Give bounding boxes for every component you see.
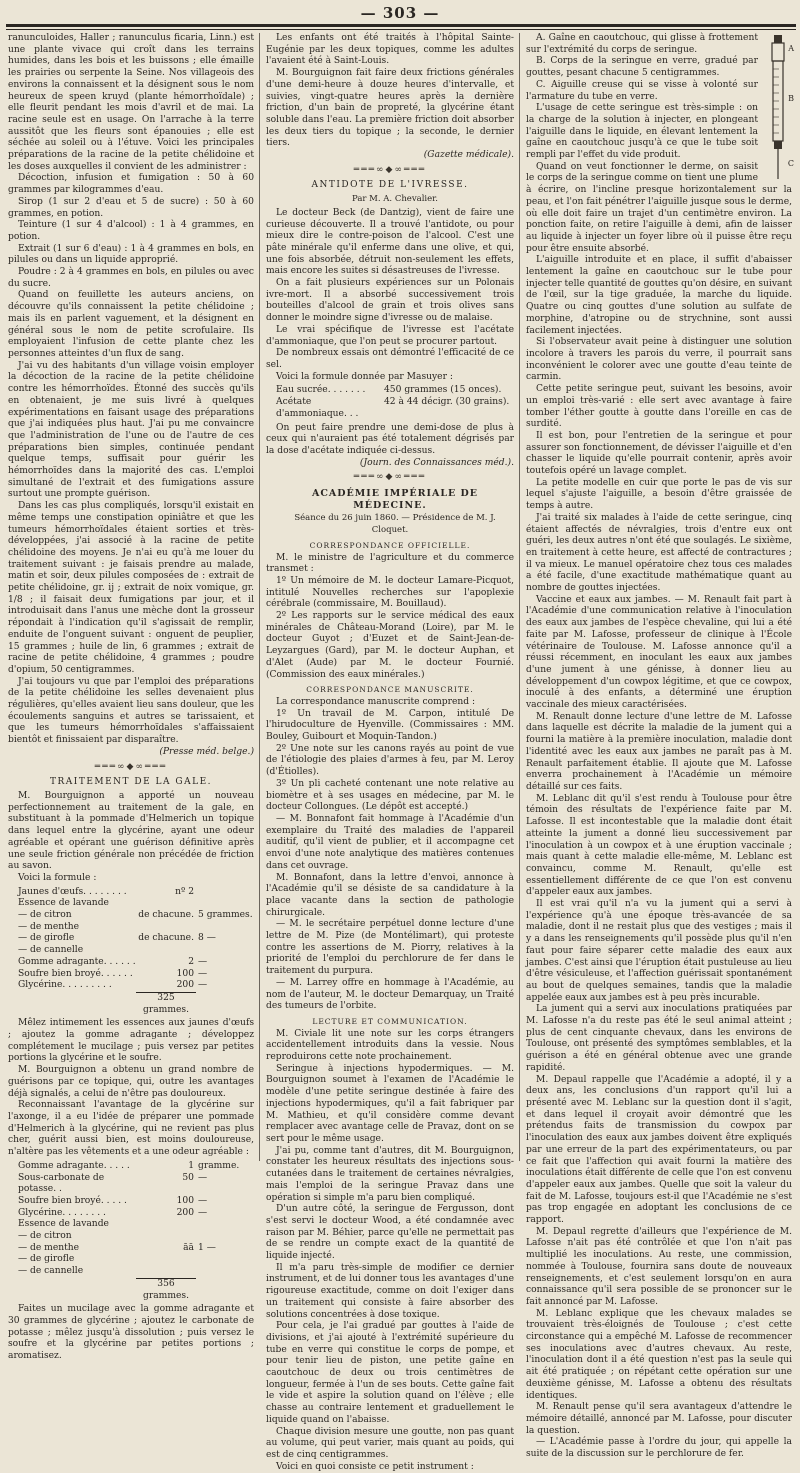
recipe-row: Glycérine. . . . . . . . 200 —: [18, 1207, 208, 1218]
paragraph: ranunculoides, Haller ; ranunculus ficaria, Linn.) est une plante vivace qui croît dans les terrains humides, dans les bois et les buissons ; elle émaille les prairies ou serpente la Seine. Nos villageois des environs la connaissent et la désignent sous le nom heureux de speen kruyd (plante hémorrhoïdale) ; elle fleurit pendant les mois d'avril et de mai. La racine seule est en usage. On l'arrache à la terre aussitôt que les fleurs sont épanouies ; elle est séchée au soleil ou à l'étuve. Voici les principales préparations de la racine de la petite chélidoine et les doses auxquelles il convient de les administrer :: [8, 33, 254, 172]
paragraph: Vaccine et eaux aux jambes. — M. Renault fait part à l'Académie d'une communication relative à l'inoculation des eaux aux jambes de l'espèce chevaline, qui lui a été faite par M. Lafosse, professeur de clinique à l'École vétérinaire de Toulouse. M. Lafosse annonce qu'il a réussi récemment, en inoculant les eaux aux jambes d'une jument à une génisse, à donner lieu au développement d'un cowpox légitime, et que ce cowpox, inoculé à des enfants, a déterminé une éruption vaccinale des mieux caractérisées.: [526, 594, 792, 711]
paragraph: Extrait (1 sur 6 d'eau) : 1 à 4 grammes en bols, en pilules ou dans un liquide approprié.: [8, 243, 254, 266]
source-citation: (Gazette médicale).: [423, 150, 514, 161]
recipe-row: Acétate d'ammoniaque. . . 42 à 44 décigr. (30 grains).: [276, 397, 510, 419]
section-heading: ANTIDOTE DE L'IVRESSE.: [311, 180, 469, 191]
recipe-row: — de cannelle: [18, 1266, 84, 1277]
syringe-figure: [762, 33, 792, 183]
column-3: [526, 33, 794, 1460]
paragraph: Voici la formule :: [18, 872, 97, 883]
paragraph: M. Depaul rappelle que l'Académie a adopté, il y a deux ans, les conclusions d'un rapport qu'il lui a présenté avec M. Leblanc sur la question dont il s'agit, et dans lequel il croyait avoir démontré que les prétendus faits de transmission du cowpox par l'inoculation des eaux aux jambes doivent être expliqués par une erreur de la part des expérimentateurs, ou par ce fait que l'affection qui avait fourni la matière des inoculations était différente de celle que l'on est convenu d'appeler eaux aux jambes. Quelle que soit la valeur du fait de M. Lafosse, toujours est-il que l'Académie ne s'est pas trop engagée en adoptant les conclusions de ce rapport.: [526, 1074, 792, 1226]
paragraph: La jument qui a servi aux inoculations pratiquées par M. Lafosse n'a du reste pas été le seul animal atteint ; plus de cent cinquante chevaux, dans les environs de Toulouse, ont présenté des symptômes semblables, et la guérison a été en général obtenue avec une grande rapidité.: [526, 1004, 792, 1073]
paragraph: Dans les cas plus compliqués, lorsqu'il existait en même temps une constipation opiniâtre et que les tumeurs hémorrhoïdales étaient sorties et très-développées, j'ai associé à la racine de petite chélidoine des moyens. Je n'ai eu qu'à me louer du traitement suivant : je faisais prendre au malade, matin et soir, deux pilules composées de : extrait de petite chélidoine, gr. ij ; extrait de noix vomique, gr. 1/8 ; il faisait deux fumigations par jour, et il introduisait dans l'anus une mèche dont la grosseur répondait à l'indication qu'il s'agissait de remplir, enduite de l'onguent suivant : onguent de peuplier, 15 grammes ; huile de lin, 6 grammes ; extrait de racine de petite chélidoine, 4 grammes ; poudre d'opium, 50 centigrammes.: [8, 501, 254, 675]
recipe-row: — de cannelle: [18, 945, 84, 956]
paragraph: Le vrai spécifique de l'ivresse est l'acétate d'ammoniaque, que l'on peut se procurer partout.: [266, 324, 514, 347]
recipe-row: Jaunes d'œufs. . . . . . . . nº 2: [18, 886, 194, 897]
paragraph: 1º Un travail de M. Carpon, intitulé De l'hirudoculture de Hyenville. (Commissaires : MM. Bouley, Guibourt et Moquin-Tandon.): [266, 708, 514, 743]
column-1: [8, 33, 254, 1362]
recipe-row: Gomme adragante. . . . . 1 gramme.: [18, 1160, 240, 1171]
ornament-divider: ═══∞◆∞═══: [353, 164, 427, 175]
paragraph: Quand on veut fonctionner le derme, on saisit le corps de la seringue comme on tient une plume à écrire, on l'incline presque horizontalement sur la peau, et l'on fait pénétrer l'aiguille jusque sous le derme, où elle doit faire un trajet d'un centimètre environ. La ponction faite, on retire l'aiguille à demi, afin de laisser au liquide à injecter un foyer libre où il puisse être reçu pour être ensuite absorbé.: [526, 161, 792, 254]
paragraph: Faites un mucilage avec la gomme adragante et 30 grammes de glycérine ; ajoutez le carbonate de potasse ; mêlez jusqu'à dissolution ; puis versez le soufre et la glycérine par petites portions ; aromatisez.: [8, 1304, 254, 1362]
paragraph: La petite modelle en cuir que porte le pas de vis sur lequel s'ajuste l'aiguille, a besoin d'être graissée de temps à autre.: [526, 477, 792, 512]
recipe-row: Soufre bien broyé. . . . . . 100 —: [18, 968, 208, 979]
paragraph: M. Civiale lit une note sur les corps étrangers accidentellement introduits dans la vessie. Nous reproduirons cette note prochainement.: [266, 1028, 514, 1063]
paragraph: 2º Une note sur les canons rayés au point de vue de l'étiologie des plaies d'armes à feu, par M. Leroy (d'Étiolles).: [266, 743, 514, 778]
recipe-row: — de menthe: [18, 921, 80, 932]
paragraph: Les enfants ont été traités à l'hôpital Sainte-Eugénie par les deux topiques, comme les adultes l'avaient été à Saint-Louis.: [266, 33, 514, 67]
figure-label: A: [788, 44, 794, 53]
paragraph: Il est vrai qu'il n'a vu la jument qui a servi à l'expérience qu'à une époque très-avancée de sa maladie, dont il ne restait plus que des vestiges ; mais il y a dans les renseignements qu'il possède plus qu'il n'en faut pour faire séparer cette maladie des eaux aux jambes. C'est ainsi que l'éruption était pustuleuse au lieu d'être vésiculeuse, et l'affection guérissait spontanément au bout de quelques semaines, tandis que la maladie appelée eaux aux jambes est à peu près incurable.: [526, 899, 792, 1003]
paragraph: On a fait plusieurs expériences sur un Polonais ivre-mort. Il a absorbé successivement trois bouteilles d'alcool de grain et trois olives sans donner le moindre signe d'ivresse ou de malaise.: [266, 278, 514, 324]
paragraph: M. Bourguignon a obtenu un grand nombre de guérisons par ce topique, qui, outre les avantages déjà signalés, a celui de n'être pas douloureux.: [8, 1065, 254, 1099]
paragraph: M. Bourguignon fait faire deux frictions générales d'une demi-heure à douze heures d'intervalle, et suivies, vingt-quatre heures après la dernière friction, d'un bain de propreté, la glycérine étant soluble dans l'eau. La première friction doit absorber les deux tiers du topique ; la seconde, le dernier tiers.: [266, 68, 514, 149]
paragraph: J'ai pu, comme tant d'autres, dit M. Bourguignon, constater les heureux résultats des injections sous-cutanées dans le traitement de certaines névralgies, mais l'emploi de la seringue Pravaz dans une opération si simple m'a paru bien compliqué.: [266, 1145, 514, 1203]
paragraph: — L'Académie passe à l'ordre du jour, qui appelle la suite de la discussion sur le perchlorure de fer.: [526, 1437, 792, 1460]
paragraph: — M. Bonnafont fait hommage à l'Académie d'un exemplaire du Traité des maladies de l'appareil auditif, qu'il vient de publier, et il accompagne cet envoi d'une note analytique des matières contenues dans cet ouvrage.: [266, 814, 514, 871]
paragraph: C. Aiguille creuse qui se visse à volonté sur l'armature du tube en verre.: [526, 79, 758, 102]
subsection-heading: CORRESPONDANCE MANUSCRITE.: [306, 685, 474, 695]
paragraph: M. Depaul regrette d'ailleurs que l'expérience de M. Lafosse n'ait pas été contrôlée et que l'on n'ait pas multiplié les inoculations. Au reste, une commission, nommée à Toulouse, fournira sans doute de nouveaux renseignements, et c'est seulement lorsqu'on en aura connaissance qu'il sera possible de se prononcer sur le fait annoncé par M. Lafosse.: [526, 1226, 792, 1307]
paragraph: Pour cela, je l'ai gradué par gouttes à l'aide de divisions, et j'ai ajouté à l'extrémité supérieure du tube en verre qui constitue le corps de pompe, et pour tenir lieu de piston, une petite gaîne en caoutchouc de deux ou trois centimètres de longueur, fermée à l'un de ses bouts. Cette gaîne fait le vide et aspire la solution quand on l'élève ; elle chasse au contraire lentement et graduellement le liquide quand on l'abaisse.: [266, 1321, 514, 1425]
source-citation: (Journ. des Connaissances méd.).: [359, 457, 514, 468]
paragraph: J'ai vu des habitants d'un village voisin employer la décoction de la racine de la petite chélidoine contre les hémorrhoïdes. Étonné des succès qu'ils en obtenaient, je me suis livré à quelques expérimentations en faisant usage des préparations que j'ai indiquées plus haut. J'ai pu me convaincre que l'administration de l'une ou de l'autre de ces préparations bien simples, continuée pendant quelque temps, suffisait pour guérir les hémorrhoïdes dans la majorité des cas. L'emploi simultané de l'extrait et des fumigations assure surtout une prompte guérison.: [8, 360, 254, 500]
paragraph: Sirop (1 sur 2 d'eau et 5 de sucre) : 50 à 60 grammes, en potion.: [8, 196, 254, 219]
paragraph: — M. le secrétaire perpétuel donne lecture d'une lettre de M. Pize (de Montélimart), qui proteste contre les assertions de M. Piorry, relatives à la priorité de l'emploi du perchlorure de fer dans le traitement du purpura.: [266, 919, 514, 977]
recipe-row: Soufre bien broyé. . . . . 100 —: [18, 1195, 208, 1206]
paragraph: A. Gaîne en caoutchouc, qui glisse à frottement sur l'extrémité du corps de seringue.: [526, 33, 758, 55]
source-citation: (Presse méd. belge.): [159, 746, 254, 757]
recipe-row: — de menthe āā 1 —: [18, 1242, 216, 1253]
recipe-row: Sous-carbonate de potasse. . 50 —: [18, 1172, 208, 1195]
recipe-total: 325 grammes.: [136, 992, 196, 1016]
column-divider: [519, 33, 520, 1161]
paragraph: Chaque division mesure une goutte, non pas quant au volume, qui peut varier, mais quant au poids, qui est de cinq centigrammes.: [266, 1426, 514, 1460]
paragraph: Décoction, infusion et fumigation : 50 à 60 grammes par kilogrammes d'eau.: [8, 173, 254, 196]
recipe-table: [18, 887, 254, 1017]
recipe-row: Glycérine. . . . . . . . . 200 —: [18, 980, 208, 991]
recipe-row: Eau sucrée. . . . . . . 450 grammes (15 onces).: [276, 385, 502, 396]
recipe-table: [276, 385, 514, 420]
paragraph: La correspondance manuscrite comprend :: [276, 696, 476, 707]
recipe-row: Gomme adragante. . . . . . 2 —: [18, 956, 208, 967]
paragraph: — M. Larrey offre en hommage à l'Académie, au nom de l'auteur, M. le docteur Demarquay, un Traité des tumeurs de l'orbite.: [266, 977, 514, 1012]
column-divider: [259, 33, 260, 1161]
paragraph: M. Leblanc dit qu'il s'est rendu à Toulouse pour être témoin des résultats de l'expérience faite par M. Lafosse. Il est incontestable que la maladie dont était atteinte la jument a donné lieu successivement par l'inoculation à un cowpox et à une éruption vaccinale ; mais quant à cette maladie elle-même, M. Leblanc est convaincu, comme M. Renault, qu'elle est essentiellement différente de ce que l'on est convenu d'appeler eaux aux jambes.: [526, 793, 792, 898]
subsection-heading: LECTURE ET COMMUNICATION.: [312, 1016, 468, 1026]
recipe-row: — de girofle de chacune. 8 —: [18, 933, 216, 944]
paragraph: M. Bourguignon a apporté un nouveau perfectionnement au traitement de la gale, en substituant à la pommade d'Helmerich un topique dans lequel entre la glycérine, ayant une odeur agréable et opérant une guérison définitive après une seule friction générale non précédée de friction au savon.: [8, 791, 254, 872]
header-rule-thin: [6, 29, 796, 30]
paragraph: Mêlez intimement les essences aux jaunes d'œufs ; ajoutez la gomme adragante ; développez complétement le mucilage ; puis versez par petites portions la glycérine et le soufre.: [8, 1018, 254, 1064]
figure-label: B: [788, 94, 794, 103]
recipe-table: [18, 1161, 254, 1302]
paragraph: B. Corps de la seringue en verre, gradué par gouttes, pesant chacune 5 centigrammes.: [526, 56, 758, 79]
ornament-divider: ═══∞◆∞═══: [353, 472, 427, 483]
paragraph: 1º Un mémoire de M. le docteur Lamare-Picquot, intitulé Nouvelles recherches sur l'apoplexie cérébrale (commissaire, M. Bouillaud).: [266, 575, 514, 610]
figure-label: C: [787, 159, 794, 168]
column-2: [266, 33, 514, 1472]
paragraph: L'usage de cette seringue est très-simple : on la charge de la solution à injecter, en plongeant l'aiguille dans le liquide, en élevant lentement la gaîne en caoutchouc jusqu'à ce que le tube soit rempli par l'effet du vide produit.: [526, 103, 758, 161]
section-heading: TRAITEMENT DE LA GALE.: [49, 777, 212, 788]
paragraph: J'ai traité six malades à l'aide de cette seringue, cinq étaient affectés de névralgies, trois d'entre eux ont guéri, les deux autres n'ont été que soulagés. Le sixième, en traitement à cette heure, est affecté de contractures ; il va mieux. Le manuel opératoire chez tous ces malades a été facile, d'une exactitude mathématique quant au nombre de gouttes injectées.: [526, 512, 792, 594]
paragraph: Il est bon, pour l'entretien de la seringue et pour assurer son fonctionnement, de dévisser l'aiguille et d'en chasser le liquide qu'elle pourrait contenir, après avoir toutefois opéré un lavage complet.: [526, 430, 792, 477]
paragraph: Voici en quoi consiste ce petit instrument :: [276, 1461, 474, 1472]
subsection-heading: CORRESPONDANCE OFFICIELLE.: [309, 540, 471, 550]
paragraph: M. le ministre de l'agriculture et du commerce transmet :: [266, 552, 514, 575]
recipe-row: Essence de lavande: [18, 1219, 109, 1230]
section-heading: ACADÉMIE IMPÉRIALE DE MÉDECINE.: [311, 488, 479, 511]
paragraph: 3º Un pli cacheté contenant une note relative au biomètre et à ses usages en médecine, par M. le docteur Collongues. (Le dépôt est accepté.): [266, 778, 514, 813]
paragraph: Le docteur Beck (de Dantzig), vient de faire une curieuse découverte. Il a trouvé l'antidote, ou pour mieux dire le contre-poison de l'alcool. C'est une pâte minérale qu'il enferme dans une olive, et qui, une fois absorbée, détruit non-seulement les effets, mais encore les suites si désastreuses de l'ivresse.: [266, 207, 514, 277]
paragraph: M. Renault pense qu'il sera avantageux d'attendre le mémoire détaillé, annoncé par M. Lafosse, pour discuter la question.: [526, 1402, 792, 1436]
paragraph: 2º Les rapports sur le service médical des eaux minérales de Château-Morand (Loire), par M. le docteur Guyot ; d'Euzet et de Saint-Jean-de-Leyzargues (Gard), par M. le docteur Auphan, et d'Alet (Aude) par M. le docteur Fournié. (Commission des eaux minérales.): [266, 611, 514, 680]
recipe-row: — de citron de chacune. 5 grammes.: [18, 910, 253, 921]
recipe-row: — de citron: [18, 1231, 72, 1242]
recipe-row: Essence de lavande: [18, 898, 109, 909]
header-rule: [6, 24, 796, 27]
paragraph: L'aiguille introduite et en place, il suffit d'abaisser lentement la gaîne en caoutchouc sur le tube pour injecter telle quantité de gouttes qu'on désire, en suivant de l'œil, sur la tige graduée, la marche du liquide. Quatre ou cinq gouttes d'une solution au sulfate de morphine, d'atropine ou de strychnine, sont aussi facilement injectées.: [526, 255, 792, 336]
paragraph: Poudre : 2 à 4 grammes en bols, en pilules ou avec du sucre.: [8, 267, 254, 289]
paragraph: M. Renault donne lecture d'une lettre de M. Lafosse dans laquelle est décrite la maladie de la jument qui a fourni la matière à la première inoculation, maladie dont l'identité avec les eaux aux jambes ne paraît pas à M. Renault parfaitement établie. Il ajoute que M. Lafosse enverra prochainement à l'Académie un mémoire détaillé sur ces faits.: [526, 711, 792, 792]
paragraph: Il m'a paru très-simple de modifier ce dernier instrument, et de lui donner tous les avantages d'une rigoureuse exactitude, comme on doit l'exiger dans un traitement qui consiste à faire absorber des solutions concentrées à dose toxique.: [266, 1262, 514, 1320]
recipe-row: — de girofle: [18, 1254, 75, 1265]
paragraph: Seringue à injections hypodermiques. — M. Bourguignon soumet à l'examen de l'Académie le modèle d'une petite seringue destinée à faire des injections hypodermiques, qu'il a fait fabriquer par M. Mathieu, et qu'il considère comme devant remplacer avec avantage celle de Pravaz, dont on se sert pour le même usage.: [266, 1063, 514, 1144]
paragraph: De nombreux essais ont démontré l'efficacité de ce sel.: [266, 348, 514, 370]
paragraph: Quand on feuillette les auteurs anciens, on découvre qu'ils connaissent la petite chélidoine ; mais ils en parlent vaguement, et la désignent en général sous le nom de petite scrofulaire. Ils employaient l'infusion de cette plante chez les personnes atteintes d'un flux de sang.: [8, 290, 254, 359]
page-number: — 303 —: [360, 4, 440, 22]
session-line: Séance du 26 juin 1860. — Présidence de M. J. Cloquet.: [294, 513, 496, 536]
paragraph: Si l'observateur avait peine à distinguer une solution incolore à travers les parois du verre, il pourrait sans inconvénient le colorer avec une goutte d'eau teinte de carmin.: [526, 337, 792, 383]
recipe-total: 356 grammes.: [136, 1278, 196, 1302]
paragraph: J'ai toujours vu que par l'emploi des préparations de la petite chélidoine les selles devenaient plus régulières, qu'elles avaient lieu sans douleur, que les écoulements sanguins et autres se tarissaient, et que les tumeurs hémorrhoïdales s'affaissaient bientôt et finissaient par disparaître.: [8, 676, 254, 746]
paragraph: Voici la formule donnée par Masuyer :: [276, 371, 453, 382]
paragraph: D'un autre côté, la seringue de Fergusson, dont s'est servi le docteur Wood, a été condamnée avec raison par M. Béhier, parce qu'elle ne permettait pas de se rendre un compte exact de la quantité de liquide injecté.: [266, 1204, 514, 1262]
paragraph: Cette petite seringue peut, suivant les besoins, avoir un emploi très-varié : elle sert avec avantage à faire tomber l'éther goutte à goutte dans l'oreille en cas de surdité.: [526, 384, 792, 430]
paragraph: M. Bonnafont, dans la lettre d'envoi, annonce à l'Académie qu'il se désiste de sa candidature à la place vacante dans la section de pathologie chirurgicale.: [266, 872, 514, 918]
author-line: Par M. A. Chevalier.: [352, 194, 438, 205]
paragraph: On peut faire prendre une demi-dose de plus à ceux qui n'auraient pas été totalement dégrisés par la dose d'acétate indiquée ci-dessus.: [266, 422, 514, 456]
paragraph: Reconnaissant l'avantage de la glycérine sur l'axonge, il a eu l'idée de préparer une pommade d'Helmerich à la glycérine, qui ne revient pas plus cher, guérit aussi bien, est moins douloureuse, n'altère pas les vêtements et a une odeur agréable :: [8, 1100, 254, 1158]
paragraph: Teinture (1 sur 4 d'alcool) : 1 à 4 grammes, en potion.: [8, 220, 254, 242]
ornament-divider: ═══∞◆∞═══: [94, 761, 168, 772]
paragraph: M. Leblanc explique que les chevaux malades se trouvaient très-éloignés de Toulouse ; c'est cette circonstance qui a empêché M. Lafosse de recommencer ses inoculations avec d'autres chevaux. Au reste, l'inoculation dont il a été question n'est pas la seule qui ait été pratiquée ; on répétant cette opération sur une deuxième génisse, M. Lafosse a obtenu des résultats identiques.: [526, 1308, 792, 1401]
